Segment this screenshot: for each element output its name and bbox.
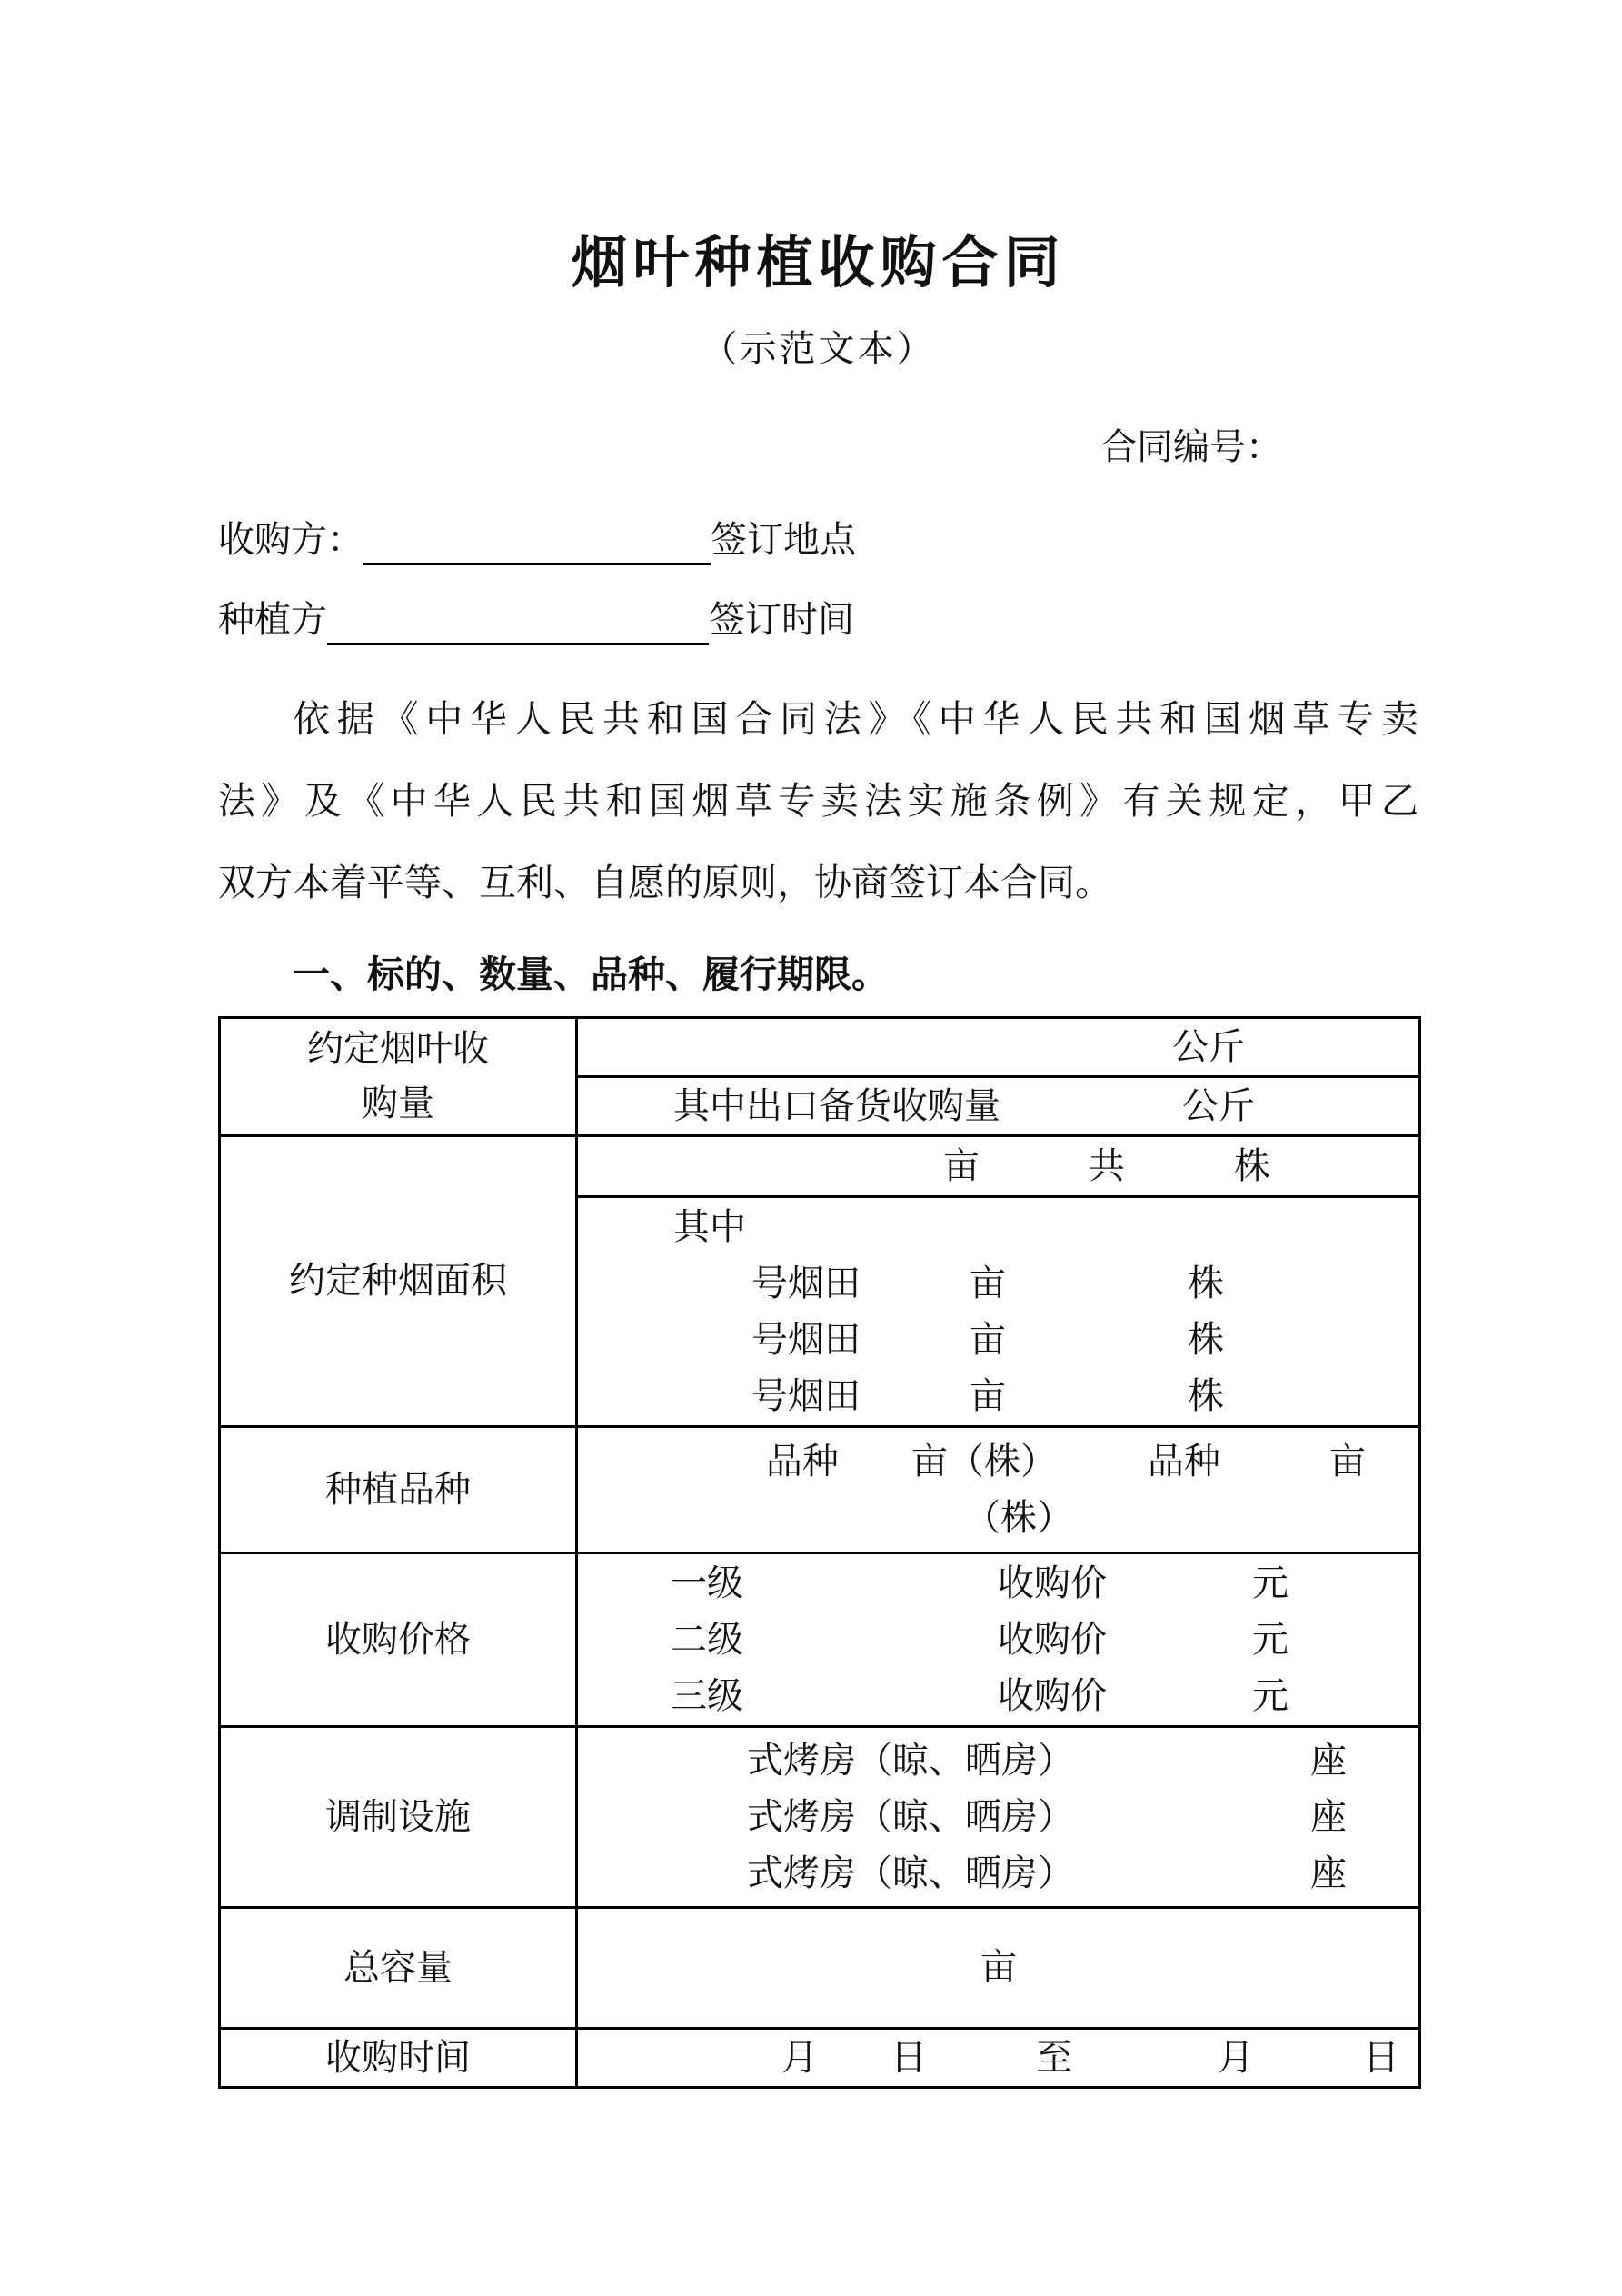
sign-place-label: 签订地点 xyxy=(711,518,856,560)
curing-label-cell xyxy=(220,1726,577,1907)
curing-value-cell xyxy=(577,1726,1420,1907)
purchase-time-label: 收购时间 xyxy=(325,2036,471,2078)
capacity-value: 亩 xyxy=(980,1945,1017,1987)
capacity-label: 总容量 xyxy=(343,1946,453,1988)
field-line: 号烟田 亩 株 xyxy=(751,1262,1224,1303)
purchase-time-value-cell xyxy=(577,2028,1420,2087)
curing-label: 调制设施 xyxy=(325,1795,471,1837)
grower-line xyxy=(218,594,1418,645)
curing-line-2: 式烤房（晾、晒房） 座 xyxy=(747,1795,1347,1837)
price-line-3: 三级 收购价 元 xyxy=(671,1674,1289,1716)
planting-area-label: 约定种烟面积 xyxy=(289,1260,507,1301)
section-1-heading: 一、标的、数量、品种、履行期限。 xyxy=(293,953,889,995)
purchase-qty-label: 约定烟叶收购量 xyxy=(307,1028,489,1123)
variety-value-cell xyxy=(577,1426,1420,1552)
planting-area-total: 亩 共 株 xyxy=(943,1144,1270,1186)
curing-line-1: 式烤房（晾、晒房） 座 xyxy=(747,1739,1347,1781)
purchase-time-value: 月 日 至 月 日 xyxy=(781,2036,1399,2078)
purchase-time-label-cell xyxy=(220,2028,577,2087)
price-label: 收购价格 xyxy=(325,1618,471,1660)
doc-subtitle: （示范文本） xyxy=(701,327,936,369)
doc-title: 烟叶种植收购合同 xyxy=(571,233,1066,294)
planting-area-total-cell xyxy=(577,1135,1420,1196)
purchase-qty-export-cell xyxy=(577,1076,1420,1135)
field-line: 号烟田 亩 株 xyxy=(751,1374,1224,1416)
curing-line-3: 式烤房（晾、晒房） 座 xyxy=(747,1852,1347,1893)
variety-line-1: 品种 亩（株） 品种 亩 xyxy=(766,1440,1366,1482)
buyer-name-blank xyxy=(363,519,711,565)
grower-label: 种植方 xyxy=(218,598,327,640)
purchase-qty-total: 公斤 xyxy=(1172,1025,1245,1067)
purchase-qty-label-cell xyxy=(220,1017,577,1135)
variety-label: 种植品种 xyxy=(325,1468,471,1510)
capacity-label-cell xyxy=(220,1907,577,2028)
price-value-cell xyxy=(577,1552,1420,1726)
sign-time-label: 签订时间 xyxy=(709,598,854,640)
planting-area-label-cell xyxy=(220,1135,577,1426)
contract-number-label: 合同编号： xyxy=(1100,425,1282,467)
purchase-qty-total-cell xyxy=(577,1017,1420,1076)
grower-name-blank xyxy=(327,599,709,645)
field-line: 号烟田 亩 株 xyxy=(751,1318,1224,1360)
price-label-cell xyxy=(220,1552,577,1726)
contract-table xyxy=(218,1016,1421,2089)
intro-line-2: 法》及《中华人民共和国烟草专卖法实施条例》有关规定，甲乙 xyxy=(218,779,1418,822)
buyer-line xyxy=(218,514,1418,565)
intro-paragraph xyxy=(218,678,1418,923)
variety-line-2: （株） xyxy=(964,1496,1073,1538)
buyer-label: 收购方： xyxy=(218,518,363,560)
capacity-value-cell xyxy=(577,1907,1420,2028)
planting-area-among: 其中 xyxy=(673,1205,746,1247)
variety-label-cell xyxy=(220,1426,577,1552)
price-line-1: 一级 收购价 元 xyxy=(671,1562,1289,1603)
price-line-2: 二级 收购价 元 xyxy=(671,1618,1289,1660)
intro-line-3: 双方本着平等、互利、自愿的原则，协商签订本合同。 xyxy=(218,861,1112,903)
planting-area-detail-cell xyxy=(577,1196,1420,1426)
purchase-qty-export: 其中出口备货收购量 公斤 xyxy=(673,1084,1255,1126)
intro-line-1: 依据《中华人民共和国合同法》《中华人民共和国烟草专卖 xyxy=(293,697,1418,740)
